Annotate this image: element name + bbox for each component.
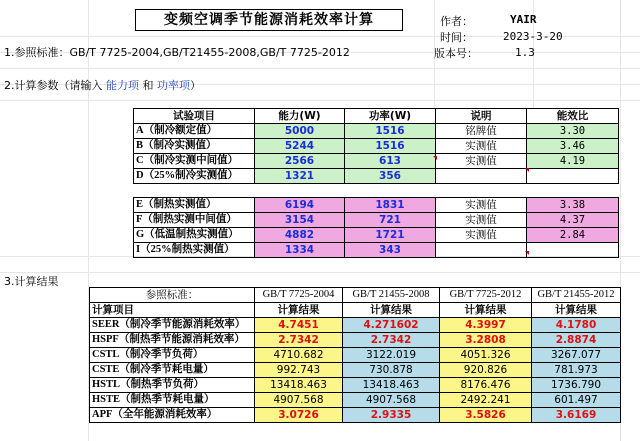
- result-value: 4907.568: [255, 393, 343, 408]
- power-input[interactable]: 1516: [345, 124, 436, 139]
- note-cell: 实测值: [436, 228, 527, 243]
- capacity-input[interactable]: 2566: [255, 154, 345, 169]
- result-value: 4.1780: [532, 318, 621, 333]
- power-input[interactable]: 1831: [345, 198, 436, 213]
- table-row: [134, 243, 619, 258]
- result-value: 13418.463: [255, 378, 343, 393]
- capacity-input[interactable]: 5000: [255, 124, 345, 139]
- row-label: F（制热实测中间值）: [134, 213, 255, 228]
- power-input[interactable]: 343: [345, 243, 436, 258]
- result-value: 4051.326: [440, 348, 532, 363]
- power-term: 功率项: [157, 79, 190, 92]
- result-value: 3.6169: [532, 408, 621, 423]
- table-row: [134, 198, 619, 213]
- result-value: 1736.790: [532, 378, 621, 393]
- table-row: [134, 139, 619, 154]
- result-value: 2.7342: [255, 333, 343, 348]
- result-value: 2.8874: [532, 333, 621, 348]
- author-value: YAIR: [510, 13, 537, 26]
- power-input[interactable]: 1721: [345, 228, 436, 243]
- header-capacity: 能力(W): [255, 109, 345, 124]
- power-input[interactable]: 1516: [345, 139, 436, 154]
- capacity-input[interactable]: 1334: [255, 243, 345, 258]
- row-label: I（25%制热实测值）: [134, 243, 255, 258]
- header-eer: 能效比: [527, 109, 619, 124]
- capacity-input[interactable]: 6194: [255, 198, 345, 213]
- results-table: [89, 287, 621, 423]
- result-item: HSTL（制热季节负荷）: [90, 378, 255, 393]
- result-value: 920.826: [440, 363, 532, 378]
- params-line: [4, 77, 201, 93]
- table-row: [90, 318, 621, 333]
- capacity-input[interactable]: 5244: [255, 139, 345, 154]
- power-input[interactable]: 721: [345, 213, 436, 228]
- table-row: [134, 213, 619, 228]
- eer-cell: 2.84: [527, 228, 619, 243]
- eer-cell: [527, 243, 619, 258]
- result-item: SEER（制冷季节能源消耗效率）: [90, 318, 255, 333]
- result-value: 4710.682: [255, 348, 343, 363]
- note-cell: 实测值: [436, 139, 527, 154]
- result-header: 计算结果: [532, 303, 621, 318]
- note-cell: 实测值: [436, 213, 527, 228]
- table-row: [90, 408, 621, 423]
- author-label: 作者：: [440, 15, 473, 28]
- table-row: [90, 333, 621, 348]
- header-power: 功率(W): [345, 109, 436, 124]
- result-value: 992.743: [255, 363, 343, 378]
- note-cell: 实测值: [436, 198, 527, 213]
- comment-indicator-icon: [433, 156, 437, 160]
- result-value: 601.497: [532, 393, 621, 408]
- result-value: 2.7342: [343, 333, 440, 348]
- result-value: 3.5826: [440, 408, 532, 423]
- spacer-cell: [134, 184, 619, 198]
- result-value: 3.0726: [255, 408, 343, 423]
- version-value: 1.3: [515, 46, 535, 59]
- table-row: [134, 154, 619, 169]
- result-item: CSTL（制冷季节负荷）: [90, 348, 255, 363]
- row-label: D（25%制冷实测值）: [134, 169, 255, 184]
- result-value: 2.9335: [343, 408, 440, 423]
- eer-cell: 4.19: [527, 154, 619, 169]
- capacity-input[interactable]: 3154: [255, 213, 345, 228]
- result-header: 计算结果: [343, 303, 440, 318]
- result-value: 730.878: [343, 363, 440, 378]
- result-item: HSPF（制热季节能源消耗效率）: [90, 333, 255, 348]
- version-label: 版本号：: [434, 47, 478, 60]
- params-prefix: 2.计算参数（请输入: [4, 79, 106, 92]
- eer-cell: [527, 169, 619, 184]
- result-value: 13418.463: [343, 378, 440, 393]
- spacer-row: [134, 184, 619, 198]
- standard-header: GB/T 21455-2008: [343, 288, 440, 303]
- result-value: 4907.568: [343, 393, 440, 408]
- date-value: 2023-3-20: [503, 30, 563, 43]
- row-label: B（制冷实测值）: [134, 139, 255, 154]
- standards-line: 1.参照标准：GB/T 7725-2004,GB/T21455-2008,GB/T 7725-2012: [4, 46, 350, 59]
- result-value: 3.2808: [440, 333, 532, 348]
- result-value: 781.973: [532, 363, 621, 378]
- eer-cell: 3.30: [527, 124, 619, 139]
- note-cell: [436, 169, 527, 184]
- result-value: 3122.019: [343, 348, 440, 363]
- table-row: [134, 124, 619, 139]
- note-cell: 铭牌值: [436, 124, 527, 139]
- results-line: 3.计算结果: [4, 275, 59, 288]
- capacity-input[interactable]: 4882: [255, 228, 345, 243]
- row-label: C（制冷实测中间值）: [134, 154, 255, 169]
- params-and: 和: [139, 79, 157, 92]
- note-cell: [436, 243, 527, 258]
- comment-indicator-icon: [525, 168, 529, 172]
- standard-header: GB/T 7725-2004: [255, 288, 343, 303]
- table-row: [134, 228, 619, 243]
- capacity-term: 能力项: [106, 79, 139, 92]
- result-value: 4.271602: [343, 318, 440, 333]
- note-cell: 实测值: [436, 154, 527, 169]
- standard-header: GB/T 21455-2012: [532, 288, 621, 303]
- table-row: [90, 393, 621, 408]
- row-label: G（低温制热实测值）: [134, 228, 255, 243]
- eer-cell: 3.38: [527, 198, 619, 213]
- result-value: 2492.241: [440, 393, 532, 408]
- result-value: 4.7451: [255, 318, 343, 333]
- result-header: 计算结果: [255, 303, 343, 318]
- table-row: [90, 378, 621, 393]
- result-value: 4.3997: [440, 318, 532, 333]
- header-item: 试验项目: [134, 109, 255, 124]
- result-item: CSTE（制冷季节耗电量）: [90, 363, 255, 378]
- result-item: APF（全年能源消耗效率）: [90, 408, 255, 423]
- row-label: A（制冷额定值）: [134, 124, 255, 139]
- comment-indicator-icon: [525, 251, 529, 255]
- table-row: [90, 348, 621, 363]
- result-item: HSTE（制热季节耗电量）: [90, 393, 255, 408]
- power-input[interactable]: 356: [345, 169, 436, 184]
- row-label: E（制热实测值）: [134, 198, 255, 213]
- eer-cell: 4.37: [527, 213, 619, 228]
- standard-label: 参照标准：: [90, 288, 255, 303]
- result-value: 3267.077: [532, 348, 621, 363]
- capacity-input[interactable]: 1321: [255, 169, 345, 184]
- eer-cell: 3.46: [527, 139, 619, 154]
- header-note: 说明: [436, 109, 527, 124]
- standard-header: GB/T 7725-2012: [440, 288, 532, 303]
- power-input[interactable]: 613: [345, 154, 436, 169]
- page-title: 变频空调季节能源消耗效率计算: [135, 9, 403, 31]
- table-row: [134, 169, 619, 184]
- result-value: 8176.476: [440, 378, 532, 393]
- item-header: 计算项目: [90, 303, 255, 318]
- table-row: [90, 363, 621, 378]
- params-table: [133, 108, 619, 258]
- params-suffix: ）: [190, 79, 201, 92]
- result-header: 计算结果: [440, 303, 532, 318]
- date-label: 时间：: [440, 31, 473, 44]
